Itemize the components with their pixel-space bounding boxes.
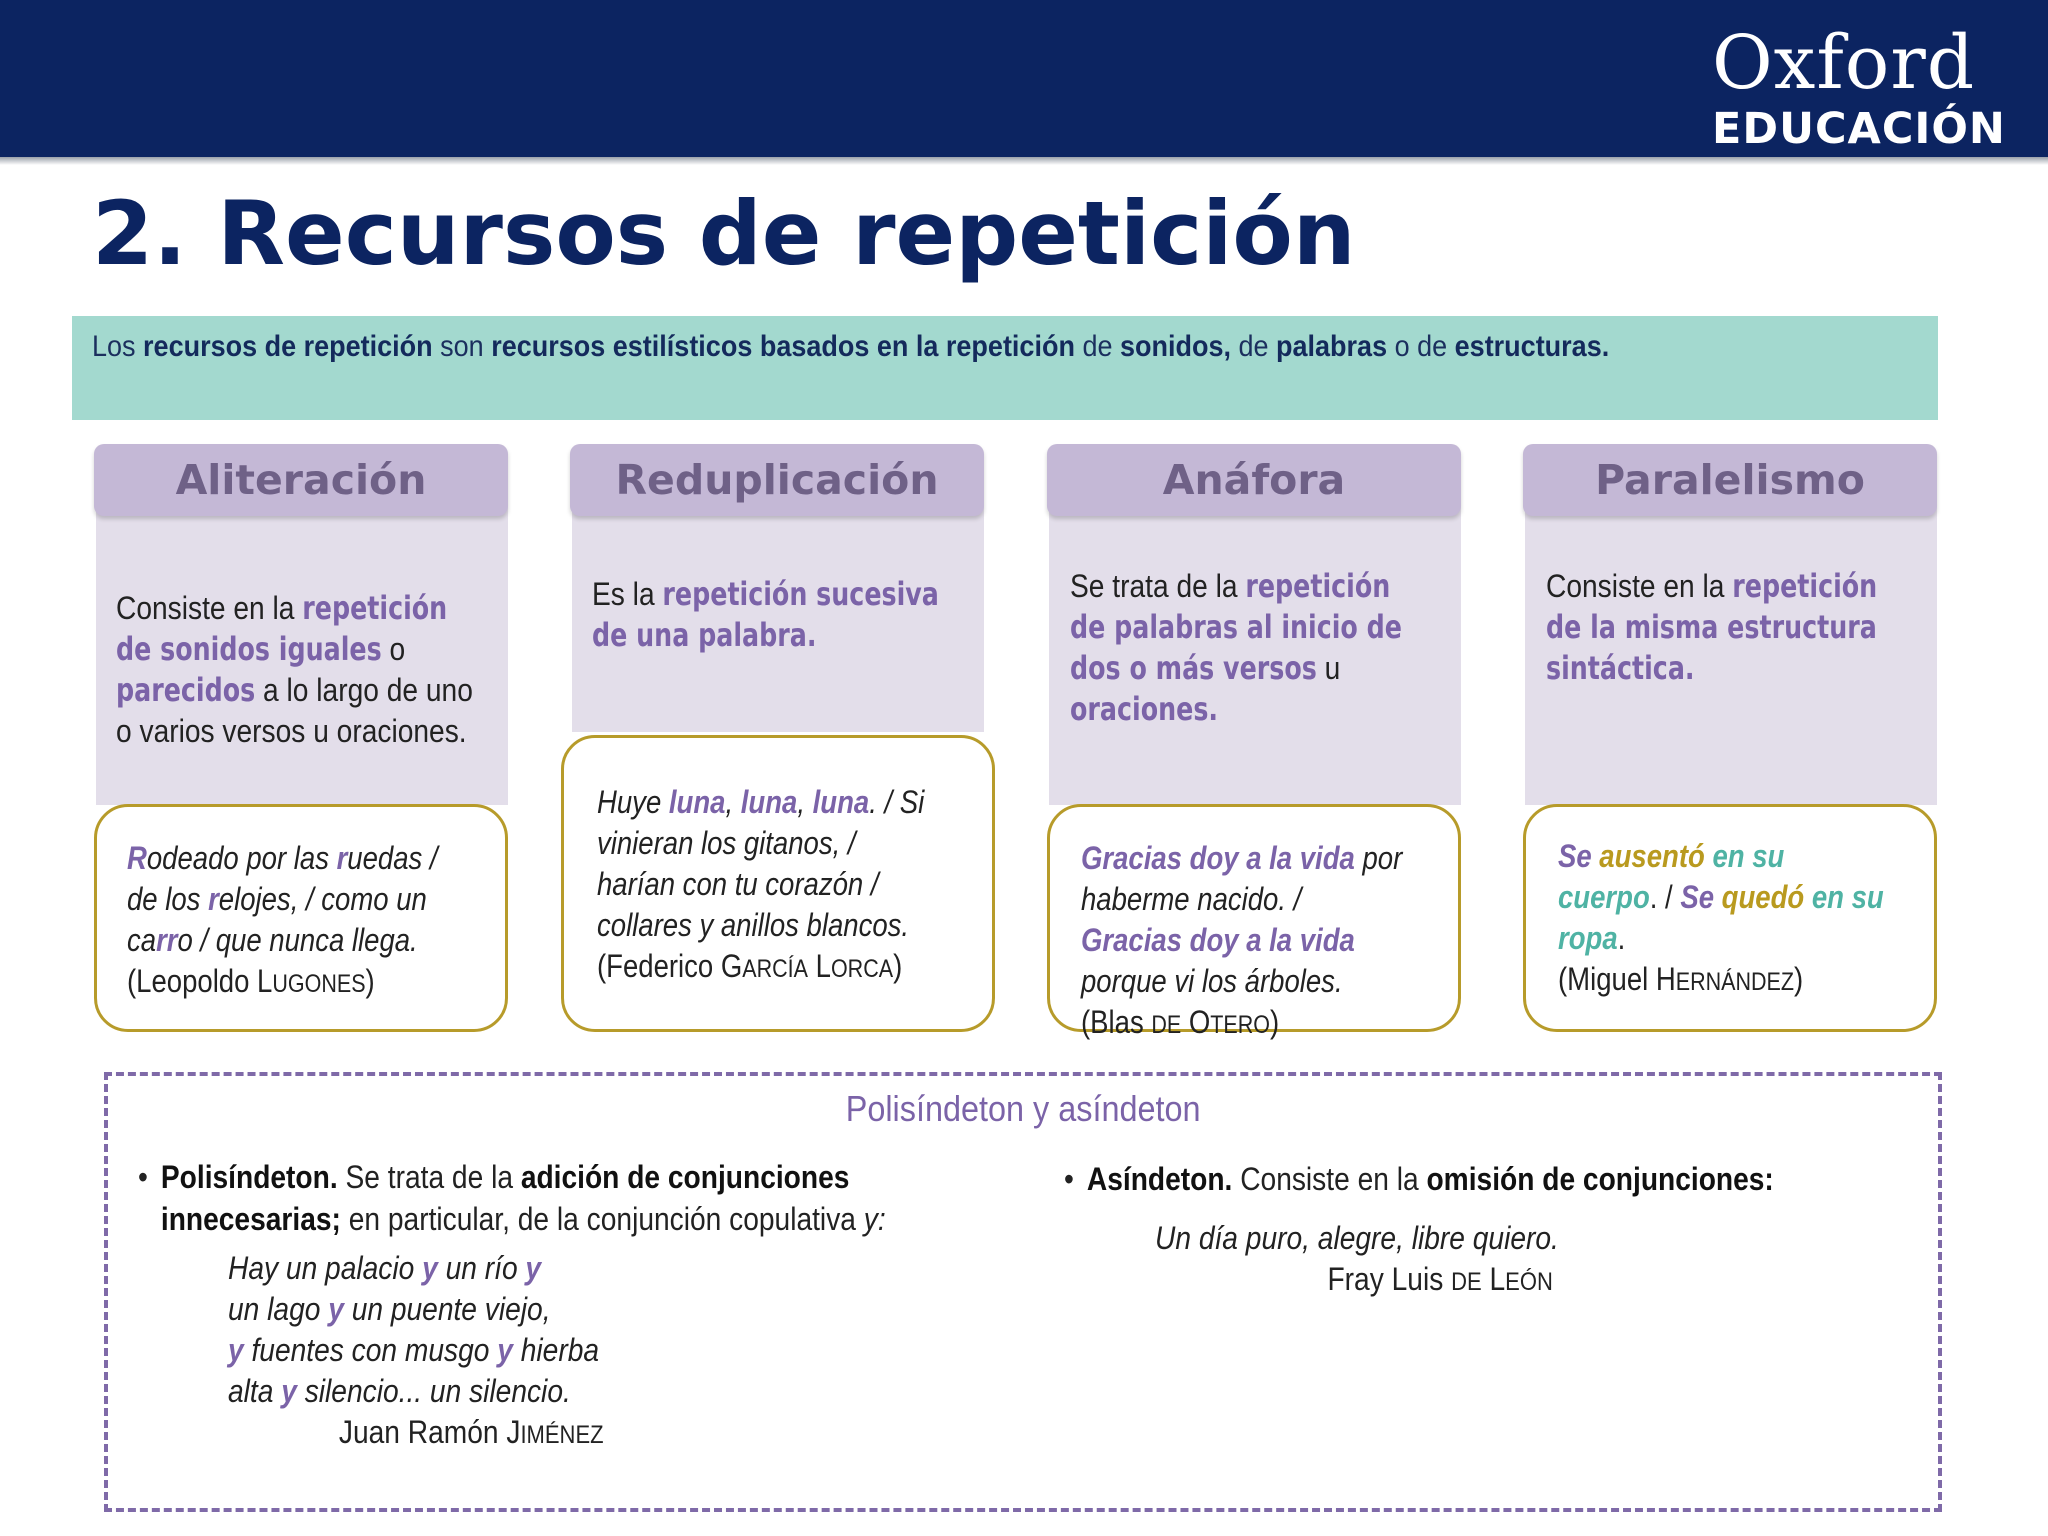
bullet-icon: •	[1064, 1161, 1074, 1197]
reduplicacion-description: Es la repetición sucesiva de una palabra.	[592, 575, 939, 654]
paralelismo-example: Se ausentó en su cuerpo. / Se quedó en su ropa. (Miguel HERNÁNDEZ)	[1558, 838, 1884, 997]
anafora-header	[1047, 444, 1461, 516]
aliteracion-description: Consiste en la repetición de sonidos iguales o parecidos a lo largo de uno o varios versos u oraciones.	[116, 589, 473, 749]
page-title: 2. Recursos de repetición	[92, 182, 1356, 285]
logo-subtitle: EDUCACIÓN	[1712, 104, 2006, 154]
polisindeton-poem: Hay un palacio y un río y un lago y un puente viejo, y fuentes con musgo y hierba alta y silencio... un silencio. Juan Ramón JIMÉNEZ	[228, 1248, 604, 1456]
aliteracion-title: Aliteración	[175, 456, 427, 504]
anafora-example: Gracias doy a la vida por haberme nacido. / Gracias doy a la vida porque vi los árboles. (Blas DE OTERO)	[1081, 840, 1403, 1040]
anafora-title: Anáfora	[1162, 456, 1346, 504]
dashbox-title: Polisíndeton y asíndeton	[845, 1088, 1201, 1129]
reduplicacion-title: Reduplicación	[615, 456, 939, 504]
bullet-icon: •	[138, 1159, 148, 1195]
reduplicacion-header	[570, 444, 984, 516]
paralelismo-header	[1523, 444, 1937, 516]
definition-text: Los recursos de repetición son recursos estilísticos basados en la repetición de sonidos, de palabras o de estructuras.	[92, 330, 1610, 363]
anafora-description: Se trata de la repetición de palabras al inicio de dos o más versos u oraciones.	[1070, 567, 1402, 728]
asindeton-verse: Un día puro, alegre, libre quiero. Fray Luis DE LEÓN	[1155, 1218, 1559, 1303]
polisindeton-author: Juan Ramón JIMÉNEZ	[338, 1414, 604, 1450]
paralelismo-description: Consiste en la repetición de la misma estructura sintáctica.	[1546, 567, 1878, 687]
header-shadow	[0, 157, 2048, 165]
aliteracion-header	[94, 444, 508, 516]
asindeton-item: • Asíndeton. Consiste en la omisión de conjunciones:	[1064, 1158, 1821, 1200]
reduplicacion-example: Huye luna, luna, luna. / Si vinieran los gitanos, / harían con tu corazón / collares y anillos blancos. (Federico GARCÍA LORCA)	[597, 784, 925, 984]
paralelismo-title: Paralelismo	[1595, 456, 1865, 504]
asindeton-author: Fray Luis DE LEÓN	[1327, 1261, 1553, 1297]
polisindeton-item: • Polisíndeton. Se trata de la adición de conjunciones innecesarias; en particular, de la conjunción copulativa y:	[138, 1156, 895, 1240]
aliteracion-example: Rodeado por las ruedas / de los relojes, / como un carro / que nunca llega. (Leopoldo LUGONES)	[127, 840, 438, 999]
oxford-logo	[1712, 20, 2006, 154]
logo-wordmark: Oxford	[1712, 20, 1976, 106]
